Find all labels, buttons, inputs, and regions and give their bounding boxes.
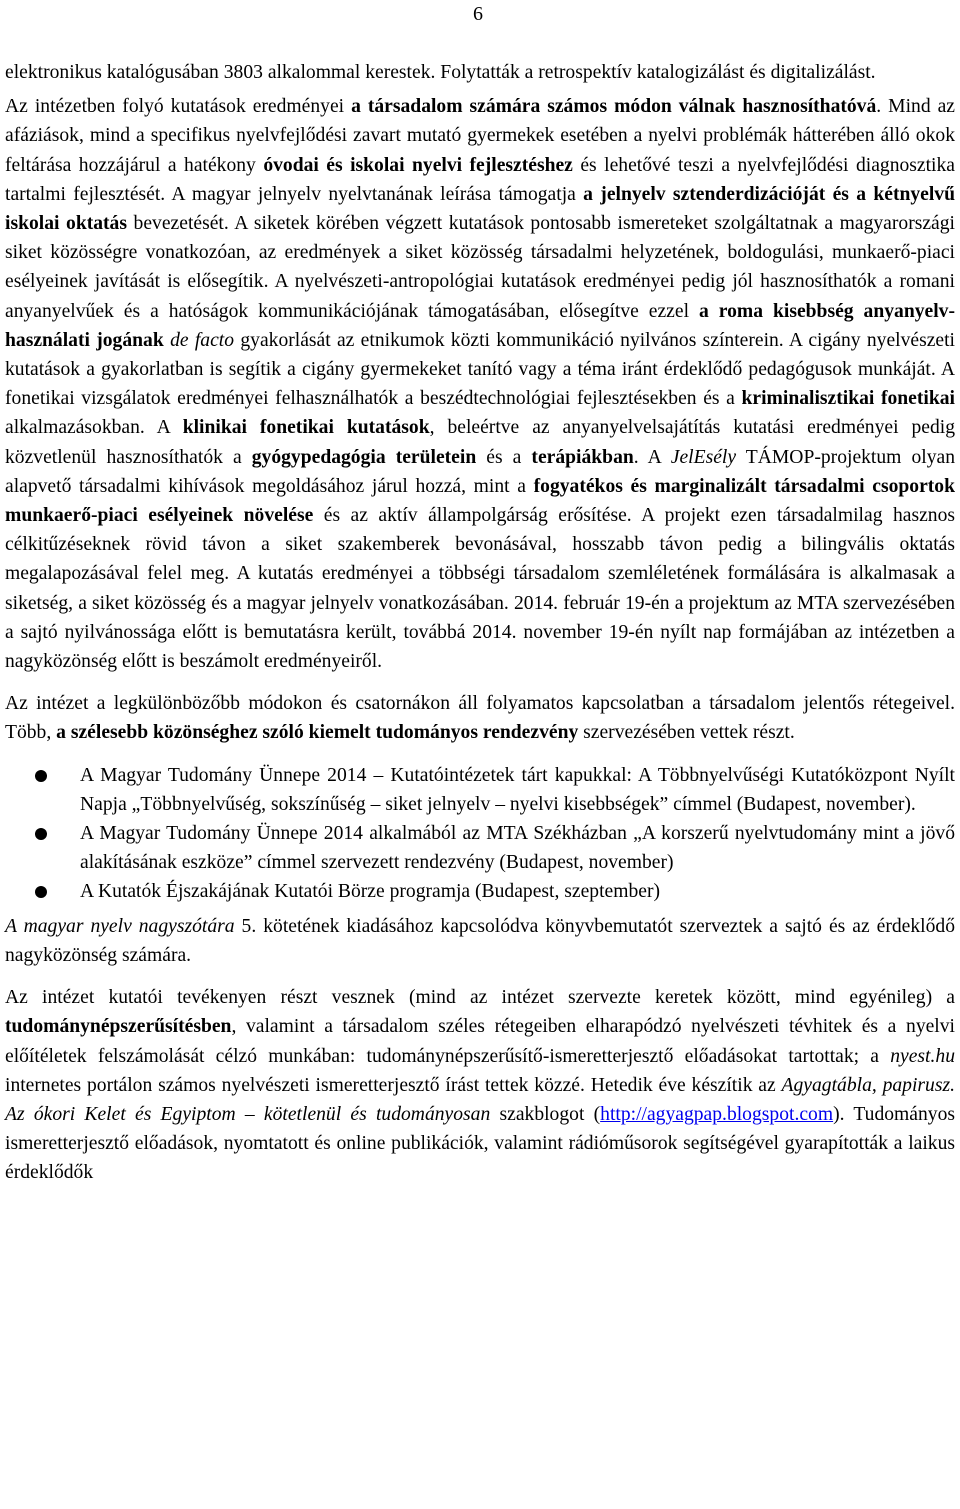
paragraph-popularization: Az intézet kutatói tevékenyen részt vesznek (mind az intézet szervezte keretek között, mind egyénileg) a tudománynépszerűsítésben, valamint a társadalom széles rétegeiben elharapódzó nyelvészeti tévhitek és a nyelvi előítéletek felszámolását célzó munkában: tudománynépszerűsítő-ismeretterjesztő előadásokat tartottak; a nyest.hu internetes portálon számos nyelvészeti ismeretterjesztő írást tettek közzé. Hetedik éve készítik az Agyagtábla, papirusz. Az ókori Kelet és Egyiptom – kötetlenül és tudományosan szakblogot (http://agyagpap.blogspot.com). Tudományos ismeretterjesztő előadások, nyomtatott és online publikációk, valamint rádióműsorok segítségével gyarapították a laikus érdeklődők — [5, 987, 956, 1184]
event-list — [5, 761, 955, 907]
document-body — [5, 58, 955, 1188]
paragraph-public-relations: Az intézet a legkülönbözőbb módokon és csatornákon áll folyamatos kapcsolatban a társadalom jelentős rétegeivel. Több, a szélesebb közönséghez szóló kiemelt tudományos rendezvény szervezésében vettek részt. — [5, 693, 955, 744]
bullet-icon — [35, 886, 47, 898]
list-item: A Magyar Tudomány Ünnepe 2014 alkalmából az MTA Székházban „A korszerű nyelvtudomány mint a jövő alakításának eszköze” címmel szervezett rendezvény (Budapest, november) — [5, 819, 955, 877]
paragraph-dictionary: A magyar nyelv nagyszótára 5. kötetének kiadásához kapcsolódva könyvbemutatót szerveztek a sajtó és az érdeklődő nagyközönség számára. — [5, 915, 955, 966]
paragraph-catalog: elektronikus katalógusában 3803 alkalommal kerestek. Folytatták a retrospektív katalogizálást és digitalizálást. — [5, 62, 876, 83]
list-item: A Magyar Tudomány Ünnepe 2014 – Kutatóintézetek tárt kapukkal: A Többnyelvűségi Kutatóközpont Nyílt Napja „Többnyelvűség, sokszínűség – siket jelnyelv – nyelvi kisebbségek” címmel (Budapest, november). — [5, 761, 955, 819]
bullet-icon — [35, 828, 47, 840]
page-number: 6 — [473, 3, 483, 25]
list-item: A Kutatók Éjszakájának Kutatói Börze programja (Budapest, szeptember) — [5, 877, 955, 906]
blog-link[interactable]: http://agyagpap.blogspot.com — [600, 1103, 834, 1125]
paragraph-research-utilization: Az intézetben folyó kutatások eredményei a társadalom számára számos módon válnak hasznosíthatóvá. Mind az afáziások, mind a specifikus nyelvfejlődési zavart mutató gyermekek esetében a nyelvi problémák hátterében álló okok feltárása hozzájárul a hatékony óvodai és iskolai nyelvi fejlesztéshez és lehetővé teszi a nyelvfejlődési diagnosztika tartalmi fejlesztését. A magyar jelnyelv nyelvtanának leírása támogatja a jelnyelv sztenderdizációját és a kétnyelvű iskolai oktatás bevezetését. A siketek körében végzett kutatások pontosabb ismereteket szolgáltatnak a magyarországi siket közösségre vonatkozóan, az eredmények a siket közösség társadalmi helyzetének, boldogulási, munkaerő-piaci esélyeinek javítását is elősegítik. A nyelvészeti-antropológiai kutatások eredményei pedig jól hasznosíthatók a romani anyanyelvűek és a hatóságok kommunikációjának támogatásában, elősegítve ezzel a roma kisebbség anyanyelv-használati jogának de facto gyakorlását az etnikumok közti kommunikáció nyilvános színterein. A cigány nyelvészeti kutatások a gyakorlatban is segítik a cigány gyermekeket tanító vagy a téma iránt érdeklődő pedagógusok munkáját. A fonetikai vizsgálatok eredményei felhasználhatók a beszédtechnológiai fejlesztésekben és a kriminalisztikai fonetikai alkalmazásokban. A klinikai fonetikai kutatások, beleértve az anyanyelvelsajátítás kutatási eredményei pedig közvetlenül hasznosíthatók a gyógypedagógia területein és a terápiákban. A JelEsély TÁMOP-projektum olyan alapvető társadalmi kihívások megoldásához járul hozzá, mint a fogyatékos és marginalizált társadalmi csoportok munkaerő-piaci esélyeinek növelése és az aktív állampolgárság erősítése. A projekt ezen társadalmilag hasznos célkitűzéseknek rövid távon a siket szakemberek bevonásával, hosszabb távon pedig a bilingvális oktatás megalapozásával felel meg. A kutatás eredményei a többségi társadalom szemléletének formálására is alkalmasak a siketség, a siket közösség és a magyar jelnyelv vonatkozásában. 2014. február 19-én a projektum az MTA szervezésében a sajtó nyilvánossága előtt is bemutatásra került, továbbá 2014. november 19-én nyílt nap formájában az intézetben a nagyközönség előtt is beszámolt eredményeiről. — [5, 96, 956, 673]
bullet-icon — [35, 770, 47, 782]
